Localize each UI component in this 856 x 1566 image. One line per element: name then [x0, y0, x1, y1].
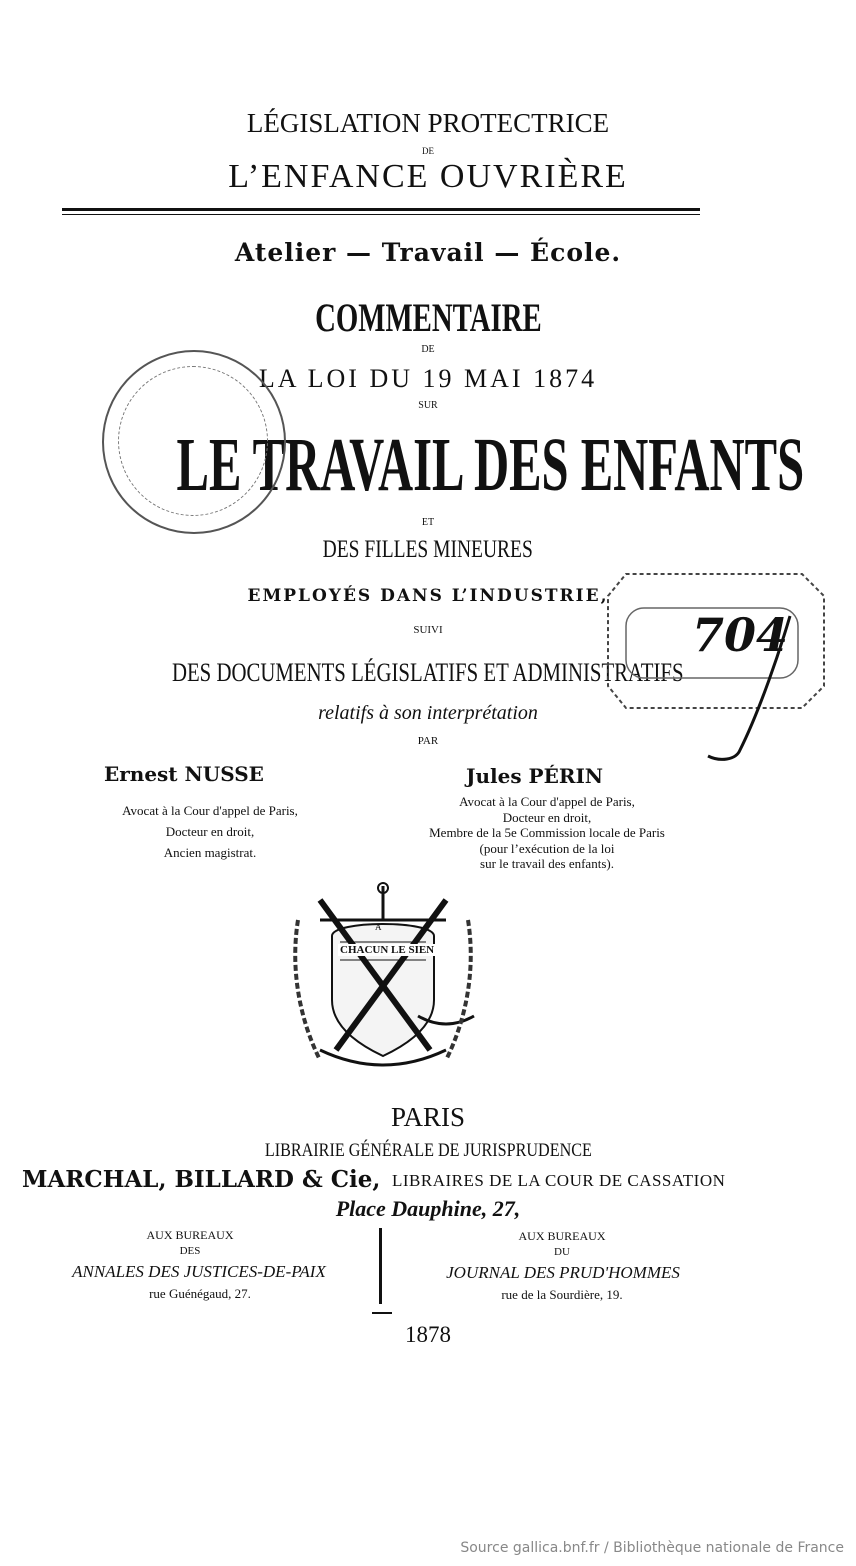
- author1-name: Ernest NUSSE: [104, 762, 264, 786]
- author2-name: Jules PÉRIN: [466, 764, 604, 788]
- series-title-line2: L’ENFANCE OUVRIÈRE: [228, 158, 628, 195]
- library-stamp-inner: [118, 366, 268, 516]
- left-office-l4: rue Guénégaud, 27.: [149, 1286, 251, 1301]
- right-office-l4: rue de la Sourdière, 19.: [501, 1287, 623, 1302]
- publisher-place: Place Dauphine, 27,: [335, 1196, 521, 1221]
- handwritten-number: 704: [692, 608, 789, 662]
- author2-cred-line: Avocat à la Cour d'appel de Paris,: [459, 794, 635, 809]
- employes-line: EMPLOYÉS DANS L’INDUSTRIE,: [247, 586, 609, 606]
- de-small: DE: [421, 344, 435, 355]
- publisher-city: PARIS: [390, 1102, 466, 1132]
- subtitle: Atelier — Travail — École.: [234, 238, 622, 267]
- main-title: LE TRAVAIL DES ENFANTS: [176, 423, 805, 507]
- commentaire-heading: COMMENTAIRE: [314, 295, 542, 340]
- right-office-l2: DU: [554, 1246, 570, 1258]
- emblem-scales-icon: [280, 880, 486, 1080]
- author2-cred-line: (pour l’exécution de la loi: [479, 840, 615, 856]
- left-office-l2: DES: [179, 1245, 201, 1257]
- documents-line: DES DOCUMENTS LÉGISLATIFS ET ADMINISTRATIFS: [172, 658, 684, 687]
- right-office-l1: AUX BUREAUX: [518, 1229, 606, 1243]
- header-rule: [62, 208, 700, 211]
- par-small: PAR: [417, 735, 439, 747]
- relatifs-line: relatifs à son interprétation: [318, 702, 538, 724]
- publisher-librairie: LIBRAIRIE GÉNÉRALE DE JURISPRUDENCE: [264, 1140, 592, 1161]
- left-office-l3: ANNALES DES JUSTICES-DE-PAIX: [72, 1262, 326, 1281]
- emblem-motto-a: A: [375, 922, 382, 932]
- office-divider: [379, 1228, 382, 1304]
- source-credit: Source gallica.bnf.fr / Bibliothèque nationale de France: [460, 1540, 844, 1556]
- emblem-motto: CHACUN LE SIEN: [340, 944, 435, 956]
- header-rule-thin: [62, 214, 700, 215]
- publisher-marchal: MARCHAL, BILLARD & Cie,: [22, 1166, 381, 1193]
- author1-credentials: [80, 800, 340, 863]
- publication-year: 1878: [405, 1322, 451, 1347]
- author2-cred-line: sur le travail des enfants).: [480, 856, 614, 871]
- suivi-small: SUIVI: [413, 624, 443, 636]
- year-rule: [372, 1312, 392, 1314]
- author1-cred-line: Avocat à la Cour d'appel de Paris,: [122, 803, 298, 818]
- series-title-line1: LÉGISLATION PROTECTRICE: [246, 108, 610, 138]
- sur-small: SUR: [418, 400, 438, 411]
- handwritten-stroke: [700, 610, 800, 770]
- author1-cred-line: Ancien magistrat.: [163, 845, 257, 860]
- right-office-l3: JOURNAL DES PRUD'HOMMES: [446, 1263, 680, 1282]
- publisher-libraires: LIBRAIRES DE LA COUR DE CASSATION: [392, 1171, 726, 1190]
- left-office-l1: AUX BUREAUX: [146, 1228, 234, 1242]
- author2-credentials: [392, 794, 702, 872]
- et-small: ET: [421, 517, 435, 528]
- author2-cred-line: Docteur en droit,: [502, 809, 592, 825]
- author1-cred-line: Docteur en droit,: [165, 824, 255, 839]
- filles-line: DES FILLES MINEURES: [322, 536, 534, 563]
- loi-line: LA LOI DU 19 MAI 1874: [258, 364, 598, 393]
- series-title-de: DE: [422, 146, 434, 156]
- author2-cred-line: Membre de la 5e Commission locale de Paris: [429, 825, 665, 840]
